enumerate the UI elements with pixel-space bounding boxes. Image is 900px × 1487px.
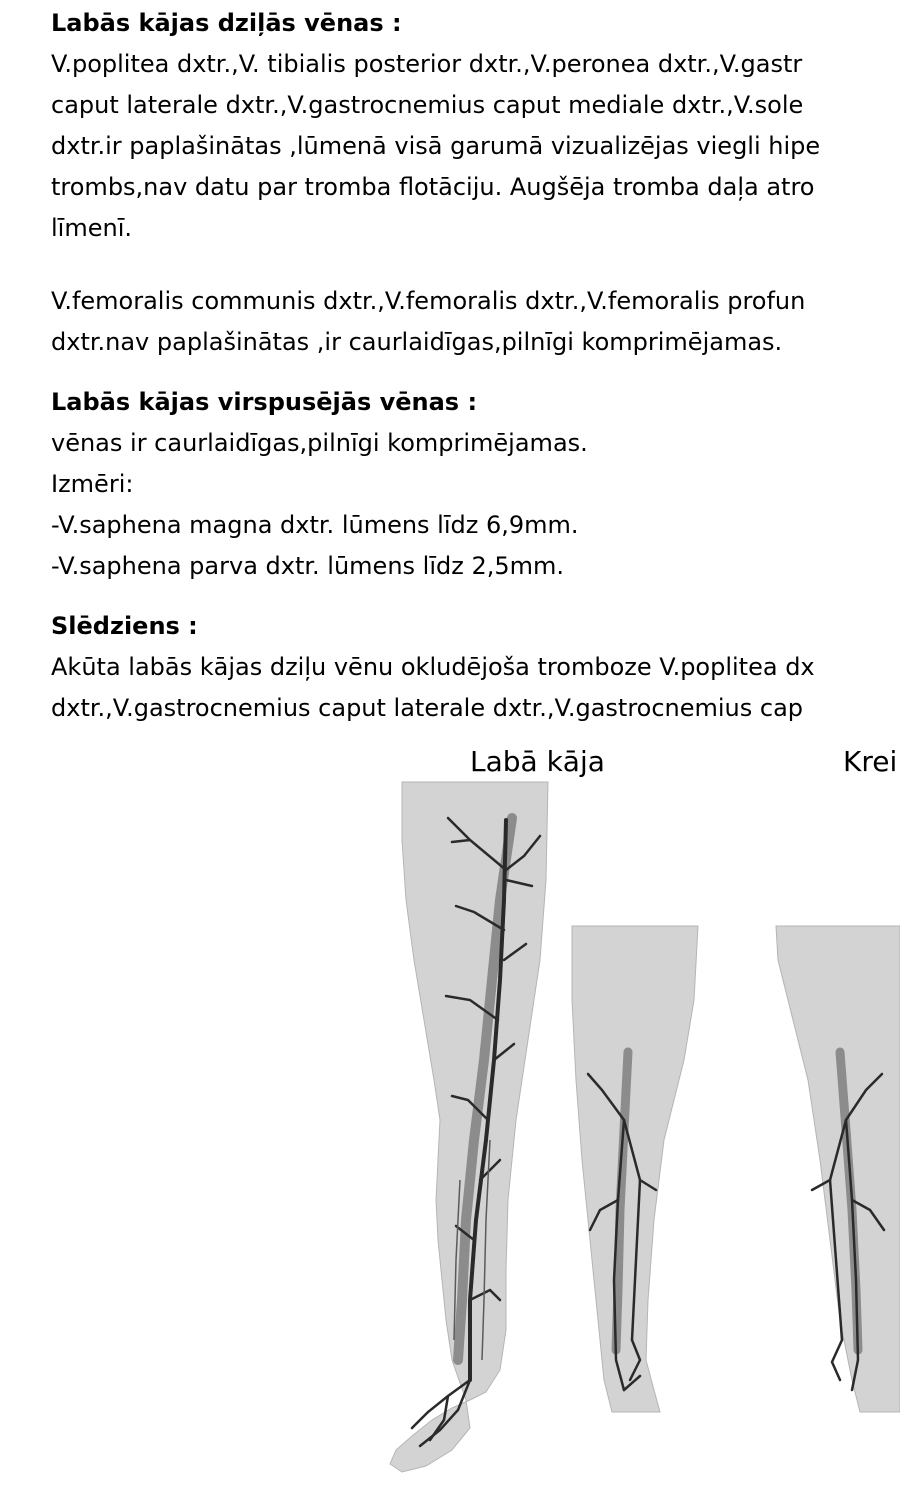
conclusion-line-2: dxtr.,V.gastrocnemius caput laterale dxtr.,V.gastrocnemius cap — [51, 694, 804, 722]
femoral-veins-line-1: V.femoralis communis dxtr.,V.femoralis dxtr.,V.femoralis profun — [51, 287, 806, 315]
figure-label-right-leg: Labā kāja — [470, 745, 605, 778]
femoral-veins-line-2: dxtr.nav paplašinātas ,ir caurlaidīgas,pilnīgi komprimējamas. — [51, 328, 783, 356]
deep-veins-line-2: caput laterale dxtr.,V.gastrocnemius caput mediale dxtr.,V.sole — [51, 91, 804, 119]
deep-veins-line-1: V.poplitea dxtr.,V. tibialis posterior dxtr.,V.peronea dxtr.,V.gastr — [51, 50, 803, 78]
superficial-veins-line-1: vēnas ir caurlaidīgas,pilnīgi komprimējamas. — [51, 429, 588, 457]
superficial-veins-line-4: -V.saphena parva dxtr. lūmens līdz 2,5mm. — [51, 552, 565, 580]
superficial-veins-line-3: -V.saphena magna dxtr. lūmens līdz 6,9mm. — [51, 511, 579, 539]
superficial-veins-heading: Labās kājas virspusējās vēnas : — [51, 388, 478, 416]
conclusion-line-1: Akūta labās kājas dziļu vēnu okludējoša tromboze V.poplitea dx — [51, 653, 815, 681]
superficial-veins-line-2: Izmēri: — [51, 470, 134, 498]
deep-veins-heading: Labās kājas dziļās vēnas : — [51, 9, 402, 37]
full-leg-diagram — [390, 782, 548, 1472]
lower-leg-silhouette-2 — [776, 926, 900, 1412]
deep-veins-line-5: līmenī. — [51, 214, 132, 242]
lower-leg-silhouette-1 — [572, 926, 698, 1412]
lower-leg-diagram-2 — [776, 926, 900, 1412]
figure-label-left-leg: Krei — [843, 745, 898, 778]
deep-veins-line-4: trombs,nav datu par tromba flotāciju. Augšēja tromba daļa atro — [51, 173, 815, 201]
lower-leg-diagram-1 — [572, 926, 698, 1412]
deep-veins-line-3: dxtr.ir paplašinātas ,lūmenā visā garumā vizualizējas viegli hipe — [51, 132, 821, 160]
conclusion-heading: Slēdziens : — [51, 612, 198, 640]
